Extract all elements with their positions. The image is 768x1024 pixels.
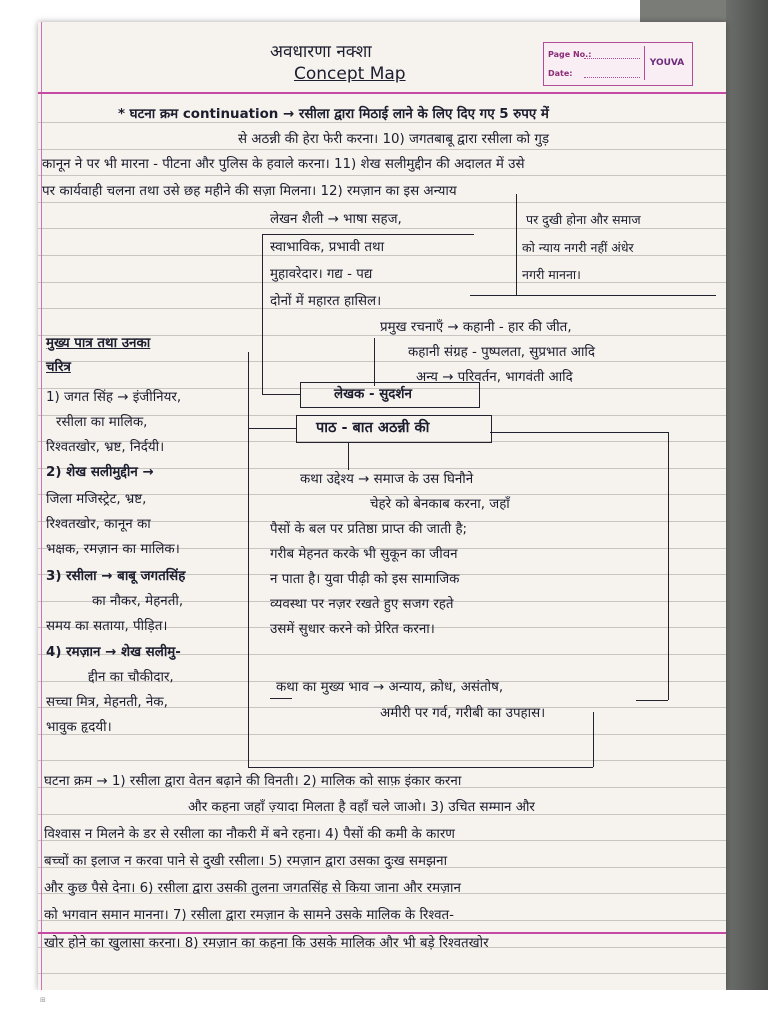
purpose-line-2: चेहरे को बेनकाब करना, जहाँ (370, 497, 510, 512)
characters-connector (248, 352, 249, 767)
ruled-line (38, 202, 726, 203)
footer-strip (0, 990, 768, 1024)
sequence-line-1: घटना क्रम → 1) रसीला द्वारा वेतन बढ़ाने की विनती। 2) मालिक को साफ़ इंकार करना (44, 774, 462, 789)
bottom-pink-line (38, 932, 726, 934)
brand-logo: YOUVA (644, 46, 689, 80)
ruled-line (38, 308, 726, 309)
emotion-line-2: अमीरी पर गर्व, गरीबी का उपहास। (380, 706, 546, 721)
ramzan-note-border (516, 194, 517, 296)
notebook-page (38, 22, 726, 990)
title-english: Concept Map (294, 64, 406, 84)
ruled-line (38, 149, 726, 150)
character-2-line-4: भक्षक, रमज़ान का मालिक। (46, 542, 180, 557)
character-4-line-3: सच्चा मित्र, मेहनती, नेक, (46, 695, 168, 710)
ruled-line (38, 228, 726, 229)
character-3-line-2: का नौकर, मेहनती, (92, 594, 184, 609)
lesson-title: पाठ - बात अठन्नी की (316, 420, 430, 436)
ramzan-note-line-1: पर दुखी होना और समाज (526, 212, 641, 227)
sequence-line-4: बच्चों का इलाज न करवा पाने से दुखी रसीला। 5) रमज़ान द्वारा उसका दुःख समझना (44, 854, 448, 869)
character-2-line-3: रिश्वतखोर, कानून का (46, 517, 151, 532)
purpose-line-5: न पाता है। युवा पीढ़ी को इस सामाजिक (270, 572, 460, 587)
ruled-line (38, 175, 726, 176)
writing-style-to-author-connector (262, 394, 300, 395)
character-4-line-1: 4) रमज़ान → शेख सलीमु- (46, 645, 181, 660)
character-4-line-4: भावुक हृदयी। (46, 720, 112, 735)
character-4-line-2: द्दीन का चौकीदार, (88, 670, 174, 685)
emotion-side-connector (668, 432, 669, 700)
lesson-to-emotion-connector (490, 432, 668, 433)
major-works-line-1: प्रमुख रचनाएँ → कहानी - हार की जीत, (380, 320, 572, 335)
sequence-line-2: और कहना जहाँ ज़्यादा मिलता है वहाँ चले जाओ। 3) उचित सम्मान और (188, 800, 535, 815)
character-1-line-2: रसीला का मालिक, (56, 415, 148, 430)
ruled-line (38, 760, 726, 761)
author-label: लेखक - सुदर्शन (334, 387, 412, 402)
scan-edge-right (726, 0, 768, 1000)
character-1-line-3: रिश्वतखोर, भ्रष्ट, निर्दयी। (46, 440, 165, 455)
writing-style-underline (262, 234, 474, 235)
emotion-line-1: कथा का मुख्य भाव → अन्याय, क्रोध, असंतोष, (276, 680, 504, 695)
writing-style-line-1: लेखन शैली → भाषा सहज, (270, 212, 402, 227)
sequence-continued-line-2: से अठन्नी की हेरा फेरी करना। 10) जगतबाबू द्वारा रसीला को गुड़ (238, 132, 550, 147)
character-2-line-2: जिला मजिस्ट्रेट, भ्रष्ट, (46, 492, 147, 507)
characters-to-lesson-connector (248, 428, 296, 429)
sequence-connector (248, 767, 593, 768)
character-3-line-1: 3) रसीला → बाबू जगतसिंह (46, 569, 186, 584)
purpose-line-1: कथा उद्देश्य → समाज के उस घिनौने (300, 472, 474, 487)
sequence-continued-line-3: कानून ने पर भी मारना - पीटना और पुलिस के हवाले करना। 11) शेख सलीमुद्दीन की अदालत में उसे (42, 157, 525, 172)
purpose-line-6: व्यवस्था पर नज़र रखते हुए सजग रहते (270, 597, 454, 612)
lesson-to-purpose-connector (348, 442, 349, 470)
major-works-line-3: अन्य → परिवर्तन, भागवंती आदि (416, 370, 573, 385)
writing-style-line-3: मुहावरेदार। गद्य - पद्य (270, 267, 373, 282)
sequence-line-3: विश्वास न मिलने के डर से रसीला का नौकरी में बने रहना। 4) पैसों की कमी के कारण (44, 827, 455, 842)
purpose-line-3: पैसों के बल पर प्रतिष्ठा प्राप्त की जाती है; (270, 522, 468, 537)
ruled-line (38, 734, 726, 735)
date-line (584, 77, 640, 78)
sequence-line-6: को भगवान समान मानना। 7) रसीला द्वारा रमज़ान के सामने उसके मालिक के रिश्वत- (44, 908, 454, 923)
character-1-line-1: 1) जगत सिंह → इंजीनियर, (46, 390, 182, 405)
page-info-box (543, 42, 693, 86)
major-works-connector (374, 338, 375, 386)
characters-heading-line-1: मुख्य पात्र तथा उनका (46, 336, 151, 351)
sequence-continued-line-1: * घटना क्रम continuation → रसीला द्वारा मिठाई लाने के लिए दिए गए 5 रुपए में (118, 107, 549, 122)
major-works-line-2: कहानी संग्रह - पुष्पलता, सुप्रभात आदि (408, 345, 595, 360)
ramzan-note-line-2: को न्याय नगरी नहीं अंधेर (522, 240, 634, 255)
character-3-line-3: समय का सताया, पीड़ित। (46, 619, 168, 634)
sequence-continued-line-4: पर कार्यवाही चलना तथा उसे छह महीने की सज़ा मिलना। 12) रमज़ान का इस अन्याय (42, 184, 457, 199)
emotion-left-tick (270, 698, 292, 699)
characters-heading-line-2: चरित्र (46, 360, 71, 375)
ruled-line (38, 282, 726, 283)
title-hindi: अवधारणा नक्शा (270, 42, 372, 62)
sequence-line-5: और कुछ पैसे देना। 6) रसीला द्वारा उसकी तुलना जगतसिंह से किया जाना और रमज़ान (44, 881, 461, 896)
writing-style-connector (262, 234, 263, 394)
page-no-label: Page No.: (548, 50, 592, 59)
sequence-line-7: खोर होने का खुलासा करना। 8) रमज़ान का कहना कि उसके मालिक और भी बड़े रिश्वतखोर (44, 936, 489, 951)
writing-style-line-4: दोनों में महारत हासिल। (270, 294, 382, 309)
ramzan-note-line-3: नगरी मानना। (522, 267, 581, 282)
date-label: Date: (548, 69, 573, 78)
emotion-arrow-line (636, 700, 668, 701)
header-divider (38, 92, 726, 94)
page-no-line (584, 58, 640, 59)
writing-style-line-2: स्वाभाविक, प्रभावी तथा (270, 240, 385, 255)
ruled-line (38, 361, 726, 362)
sequence-connector-vertical (593, 712, 594, 767)
scanner-watermark: ⊞ (40, 996, 46, 1004)
character-2-line-1: 2) शेख सलीमुद्दीन → (46, 465, 154, 480)
purpose-line-4: गरीब मेहनत करके भी सुकून का जीवन (270, 547, 458, 562)
ruled-line (38, 973, 726, 974)
top-section-divider (470, 295, 716, 296)
purpose-line-7: उसमें सुधार करने को प्रेरित करना। (270, 622, 435, 637)
